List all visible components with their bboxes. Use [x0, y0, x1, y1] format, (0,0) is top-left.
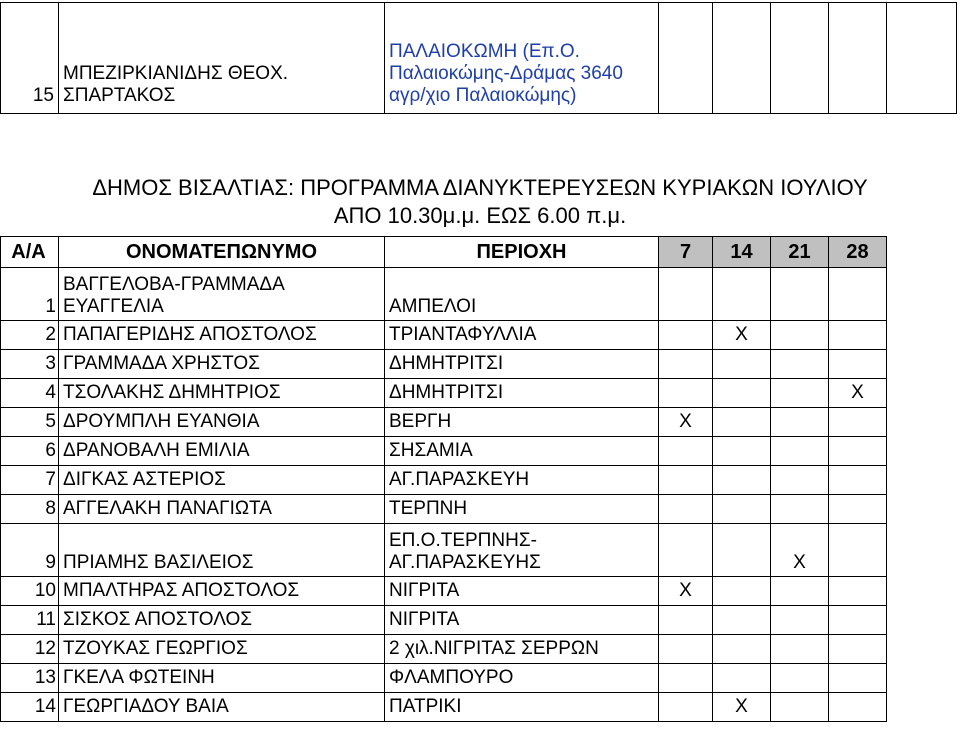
row-area: ΑΜΠΕΛΟΙ: [385, 268, 659, 321]
header-day-28: 28: [829, 237, 887, 268]
day-cell-28: [829, 606, 887, 635]
day-cell: [887, 3, 957, 114]
day-cell-28: [829, 524, 887, 577]
day-cell: [713, 3, 771, 114]
table-row: [1, 268, 957, 321]
row-number: 9: [1, 524, 59, 577]
day-cell-14: [713, 466, 771, 495]
row-area: ΤΕΡΠΝΗ: [385, 495, 659, 524]
row-area-line: Παλαιοκώμης-Δράμας 3640: [389, 63, 623, 84]
day-cell-14: [713, 408, 771, 437]
row-number: 8: [1, 495, 59, 524]
row-area: ΝΙΓΡΙΤΑ: [385, 577, 659, 606]
previous-page-row-table: [0, 2, 957, 114]
day-cell-21: [771, 577, 829, 606]
row-number: 1: [1, 268, 59, 321]
table-row: [1, 437, 957, 466]
row-name: ΠΑΠΑΓΕΡΙΔΗΣ ΑΠΟΣΤΟΛΟΣ: [59, 321, 385, 350]
table-row: [1, 577, 957, 606]
day-cell-7: [659, 379, 713, 408]
row-area-line: ΠΑΛΑΙΟΚΩΜΗ (Επ.Ο.: [389, 41, 580, 62]
day-cell-14: [713, 664, 771, 693]
day-cell-28: [829, 268, 887, 321]
header-day-7: 7: [659, 237, 713, 268]
day-cell-7: [659, 664, 713, 693]
row-area: ΝΙΓΡΙΤΑ: [385, 606, 659, 635]
row-area: ΤΡΙΑΝΤΑΦΥΛΛΙΑ: [385, 321, 659, 350]
row-name: ΔΡΟΥΜΠΛΗ ΕΥΑΝΘΙΑ: [59, 408, 385, 437]
row-name: ΓΕΩΡΓΙΑΔΟΥ ΒΑΙΑ: [59, 693, 385, 722]
table-row: [1, 495, 957, 524]
row-name: [59, 3, 385, 114]
day-cell-21: [771, 693, 829, 722]
row-name: ΜΠΑΛΤΗΡΑΣ ΑΠΟΣΤΟΛΟΣ: [59, 577, 385, 606]
row-number: 7: [1, 466, 59, 495]
row-area: [385, 524, 659, 577]
page-subtitle: ΑΠΟ 10.30μ.μ. ΕΩΣ 6.00 π.μ.: [333, 203, 627, 228]
row-area: 2 χιλ.ΝΙΓΡΙΤΑΣ ΣΕΡΡΩΝ: [385, 635, 659, 664]
header-aa: Α/Α: [1, 237, 59, 268]
day-cell-21: [771, 350, 829, 379]
row-name: ΣΙΣΚΟΣ ΑΠΟΣΤΟΛΟΣ: [59, 606, 385, 635]
row-area: ΠΑΤΡΙΚΙ: [385, 693, 659, 722]
row-area-line: αγρ/χιο Παλαιοκώμης): [389, 85, 577, 106]
table-row: [1, 379, 957, 408]
table-row: [1, 693, 957, 722]
day-cell-28: [829, 495, 887, 524]
day-cell-14: [713, 606, 771, 635]
row-name: ΔΡΑΝΟΒΑΛΗ ΕΜΙΛΙΑ: [59, 437, 385, 466]
row-area: ΦΛΑΜΠΟΥΡΟ: [385, 664, 659, 693]
day-cell-7: [659, 635, 713, 664]
day-cell-21: Χ: [771, 524, 829, 577]
day-cell-28: [829, 321, 887, 350]
row-area-line: ΕΠ.Ο.ΤΕΡΠΝΗΣ-: [389, 530, 537, 551]
row-name: ΑΓΓΕΛΑΚΗ ΠΑΝΑΓΙΩΤΑ: [59, 495, 385, 524]
day-cell-28: [829, 635, 887, 664]
row-name: ΓΡΑΜΜΑΔΑ ΧΡΗΣΤΟΣ: [59, 350, 385, 379]
day-cell-28: [829, 693, 887, 722]
day-cell-7: [659, 693, 713, 722]
day-cell-21: [771, 606, 829, 635]
schedule-table: [0, 236, 957, 722]
header-name: ΟΝΟΜΑΤΕΠΩΝΥΜΟ: [59, 237, 385, 268]
row-name: ΠΡΙΑΜΗΣ ΒΑΣΙΛΕΙΟΣ: [59, 524, 385, 577]
row-name: [59, 268, 385, 321]
row-number: 11: [1, 606, 59, 635]
day-cell-28: [829, 408, 887, 437]
table-row: [1, 321, 957, 350]
day-cell-21: [771, 408, 829, 437]
day-cell-28: [829, 577, 887, 606]
day-cell-7: Χ: [659, 408, 713, 437]
day-cell-7: Χ: [659, 577, 713, 606]
day-cell-28: [829, 437, 887, 466]
table-row: [1, 524, 957, 577]
day-cell-21: [771, 495, 829, 524]
table-row: [1, 408, 957, 437]
day-cell-7: [659, 495, 713, 524]
table-row: [1, 635, 957, 664]
row-number: 10: [1, 577, 59, 606]
row-number: 15: [1, 3, 59, 114]
day-cell-14: Χ: [713, 321, 771, 350]
row-number: 14: [1, 693, 59, 722]
day-cell-21: [771, 268, 829, 321]
row-number: 5: [1, 408, 59, 437]
day-cell-14: [713, 495, 771, 524]
day-cell-7: [659, 350, 713, 379]
day-cell-21: [771, 321, 829, 350]
day-cell-14: [713, 524, 771, 577]
table-row: [1, 664, 957, 693]
day-cell-14: [713, 350, 771, 379]
table-header-row: [1, 237, 957, 268]
day-cell-14: [713, 577, 771, 606]
day-cell-14: Χ: [713, 693, 771, 722]
row-number: 13: [1, 664, 59, 693]
header-day-14: 14: [713, 237, 771, 268]
day-cell-28: Χ: [829, 379, 887, 408]
day-cell: [659, 3, 713, 114]
day-cell-21: [771, 379, 829, 408]
day-cell-21: [771, 437, 829, 466]
row-name: ΤΖΟΥΚΑΣ ΓΕΩΡΓΙΟΣ: [59, 635, 385, 664]
page-title: ΔΗΜΟΣ ΒΙΣΑΛΤΙΑΣ: ΠΡΟΓΡΑΜΜΑ ΔΙΑΝΥΚΤΕΡΕΥΣΕΩΝ ΚΥΡΙΑΚΩΝ ΙΟΥΛΙΟΥ: [92, 175, 868, 200]
day-cell-7: [659, 321, 713, 350]
header-day-21: 21: [771, 237, 829, 268]
day-cell-7: [659, 524, 713, 577]
header-area: ΠΕΡΙΟΧΗ: [385, 237, 659, 268]
row-name-line: ΕΥΑΓΓΕΛΙΑ: [63, 296, 164, 317]
day-cell-7: [659, 437, 713, 466]
row-number: 12: [1, 635, 59, 664]
day-cell: [771, 3, 829, 114]
row-area: ΔΗΜΗΤΡΙΤΣΙ: [385, 350, 659, 379]
day-cell-14: [713, 379, 771, 408]
day-cell-7: [659, 466, 713, 495]
row-area: ΔΗΜΗΤΡΙΤΣΙ: [385, 379, 659, 408]
row-name-line: ΣΠΑΡΤΑΚΟΣ: [63, 85, 176, 106]
row-name: ΓΚΕΛΑ ΦΩΤΕΙΝΗ: [59, 664, 385, 693]
day-cell-7: [659, 268, 713, 321]
table-row: [1, 606, 957, 635]
day-cell-21: [771, 664, 829, 693]
row-name-line: ΜΠΕΖΙΡΚΙΑΝΙΔΗΣ ΘΕΟΧ.: [63, 63, 289, 84]
table-row: [1, 3, 957, 114]
day-cell-14: [713, 437, 771, 466]
day-cell-14: [713, 635, 771, 664]
day-cell: [829, 3, 887, 114]
row-number: 6: [1, 437, 59, 466]
row-number: 4: [1, 379, 59, 408]
row-area-line: ΑΓ.ΠΑΡΑΣΚΕΥΗΣ: [389, 552, 541, 573]
day-cell-28: [829, 466, 887, 495]
day-cell-28: [829, 350, 887, 379]
day-cell-7: [659, 606, 713, 635]
table-row: [1, 466, 957, 495]
row-name-line: ΒΑΓΓΕΛΟΒΑ-ΓΡΑΜΜΑΔΑ: [63, 274, 285, 295]
day-cell-28: [829, 664, 887, 693]
row-name: ΤΣΟΛΑΚΗΣ ΔΗΜΗΤΡΙΟΣ: [59, 379, 385, 408]
table-row: [1, 350, 957, 379]
row-area: ΒΕΡΓΗ: [385, 408, 659, 437]
day-cell-21: [771, 466, 829, 495]
row-area: ΑΓ.ΠΑΡΑΣΚΕΥΗ: [385, 466, 659, 495]
day-cell-14: [713, 268, 771, 321]
row-area: ΣΗΣΑΜΙΑ: [385, 437, 659, 466]
row-number: 2: [1, 321, 59, 350]
row-area: [385, 3, 659, 114]
day-cell-21: [771, 635, 829, 664]
row-name: ΔΙΓΚΑΣ ΑΣΤΕΡΙΟΣ: [59, 466, 385, 495]
row-number: 3: [1, 350, 59, 379]
